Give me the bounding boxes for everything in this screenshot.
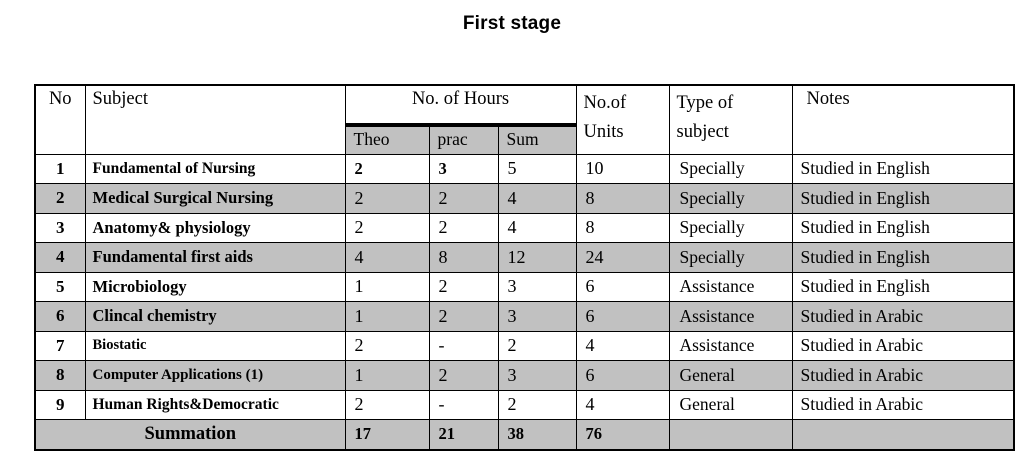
table-header [35, 85, 1014, 154]
cell-theo: 4 [345, 243, 429, 273]
cell-prac: 2 [429, 302, 498, 332]
cell-sum: 2 [498, 390, 576, 420]
header-cell-prac: prac [429, 125, 498, 154]
cell-units: 4 [576, 331, 669, 361]
cell-theo: 1 [345, 272, 429, 302]
cell-no: 8 [35, 361, 85, 391]
cell-subject: Biostatic [85, 331, 345, 361]
summation-theo: 17 [345, 420, 429, 450]
summation-notes-empty [792, 420, 1014, 450]
cell-notes: Studied in Arabic [792, 331, 1014, 361]
cell-notes: Studied in English [792, 243, 1014, 273]
cell-theo: 2 [345, 154, 429, 184]
table-row [35, 361, 1014, 391]
cell-units: 6 [576, 272, 669, 302]
cell-no: 2 [35, 184, 85, 214]
summation-row [35, 420, 1014, 450]
header-cell-units [576, 85, 669, 154]
cell-subject: Human Rights&Democratic [85, 390, 345, 420]
cell-units: 6 [576, 302, 669, 332]
cell-type: Specially [669, 213, 792, 243]
header-row-main [35, 85, 1014, 125]
cell-theo: 1 [345, 302, 429, 332]
cell-no: 1 [35, 154, 85, 184]
summation-type-empty [669, 420, 792, 450]
table-row [35, 243, 1014, 273]
table-row [35, 302, 1014, 332]
cell-prac: 2 [429, 184, 498, 214]
cell-no: 5 [35, 272, 85, 302]
cell-sum: 3 [498, 361, 576, 391]
table-row [35, 272, 1014, 302]
cell-prac: 2 [429, 272, 498, 302]
cell-no: 4 [35, 243, 85, 273]
cell-notes: Studied in English [792, 154, 1014, 184]
cell-notes: Studied in English [792, 272, 1014, 302]
cell-theo: 2 [345, 390, 429, 420]
cell-prac: - [429, 390, 498, 420]
cell-sum: 3 [498, 302, 576, 332]
cell-notes: Studied in Arabic [792, 302, 1014, 332]
cell-notes: Studied in English [792, 184, 1014, 214]
cell-notes: Studied in English [792, 213, 1014, 243]
cell-theo: 2 [345, 331, 429, 361]
summation-prac: 21 [429, 420, 498, 450]
cell-type: Assistance [669, 302, 792, 332]
cell-units: 24 [576, 243, 669, 273]
table-body [35, 154, 1014, 450]
cell-subject: Anatomy& physiology [85, 213, 345, 243]
cell-type: Assistance [669, 272, 792, 302]
summation-label: Summation [35, 420, 345, 450]
header-cell-theo: Theo [345, 125, 429, 154]
header-cell-type [669, 85, 792, 154]
cell-subject: Medical Surgical Nursing [85, 184, 345, 214]
cell-subject: Fundamental first aids [85, 243, 345, 273]
cell-sum: 3 [498, 272, 576, 302]
cell-sum: 12 [498, 243, 576, 273]
page-title: First stage [462, 13, 562, 34]
header-cell-hours-group: No. of Hours [345, 85, 576, 125]
cell-sum: 2 [498, 331, 576, 361]
cell-theo: 2 [345, 213, 429, 243]
cell-type: Specially [669, 184, 792, 214]
table-row [35, 213, 1014, 243]
cell-no: 3 [35, 213, 85, 243]
cell-sum: 4 [498, 184, 576, 214]
header-cell-notes: Notes [792, 85, 1014, 154]
cell-type: Specially [669, 243, 792, 273]
cell-subject: Fundamental of Nursing [85, 154, 345, 184]
table-row [35, 184, 1014, 214]
cell-no: 7 [35, 331, 85, 361]
cell-prac: 3 [429, 154, 498, 184]
cell-type: General [669, 361, 792, 391]
cell-prac: 2 [429, 361, 498, 391]
cell-theo: 2 [345, 184, 429, 214]
cell-prac: - [429, 331, 498, 361]
cell-sum: 4 [498, 213, 576, 243]
summation-sum: 38 [498, 420, 576, 450]
cell-notes: Studied in Arabic [792, 361, 1014, 391]
cell-type: General [669, 390, 792, 420]
header-cell-subject: Subject [85, 85, 345, 154]
header-cell-sum: Sum [498, 125, 576, 154]
summation-units: 76 [576, 420, 669, 450]
cell-no: 9 [35, 390, 85, 420]
cell-units: 4 [576, 390, 669, 420]
header-units-line2: Units [583, 121, 624, 142]
cell-prac: 2 [429, 213, 498, 243]
table-row [35, 154, 1014, 184]
cell-prac: 8 [429, 243, 498, 273]
cell-units: 8 [576, 213, 669, 243]
cell-subject: Clincal chemistry [85, 302, 345, 332]
cell-type: Specially [669, 154, 792, 184]
cell-subject: Microbiology [85, 272, 345, 302]
curriculum-table [34, 84, 1015, 451]
cell-theo: 1 [345, 361, 429, 391]
table-row [35, 331, 1014, 361]
table-row [35, 390, 1014, 420]
header-type-line2: subject [676, 121, 729, 142]
header-cell-no: No [35, 85, 85, 154]
header-type-line1: Type of [676, 93, 734, 113]
cell-units: 10 [576, 154, 669, 184]
cell-notes: Studied in Arabic [792, 390, 1014, 420]
cell-units: 8 [576, 184, 669, 214]
cell-type: Assistance [669, 331, 792, 361]
cell-no: 6 [35, 302, 85, 332]
header-units-line1: No.of [583, 93, 627, 113]
cell-units: 6 [576, 361, 669, 391]
cell-sum: 5 [498, 154, 576, 184]
cell-subject: Computer Applications (1) [85, 361, 345, 391]
